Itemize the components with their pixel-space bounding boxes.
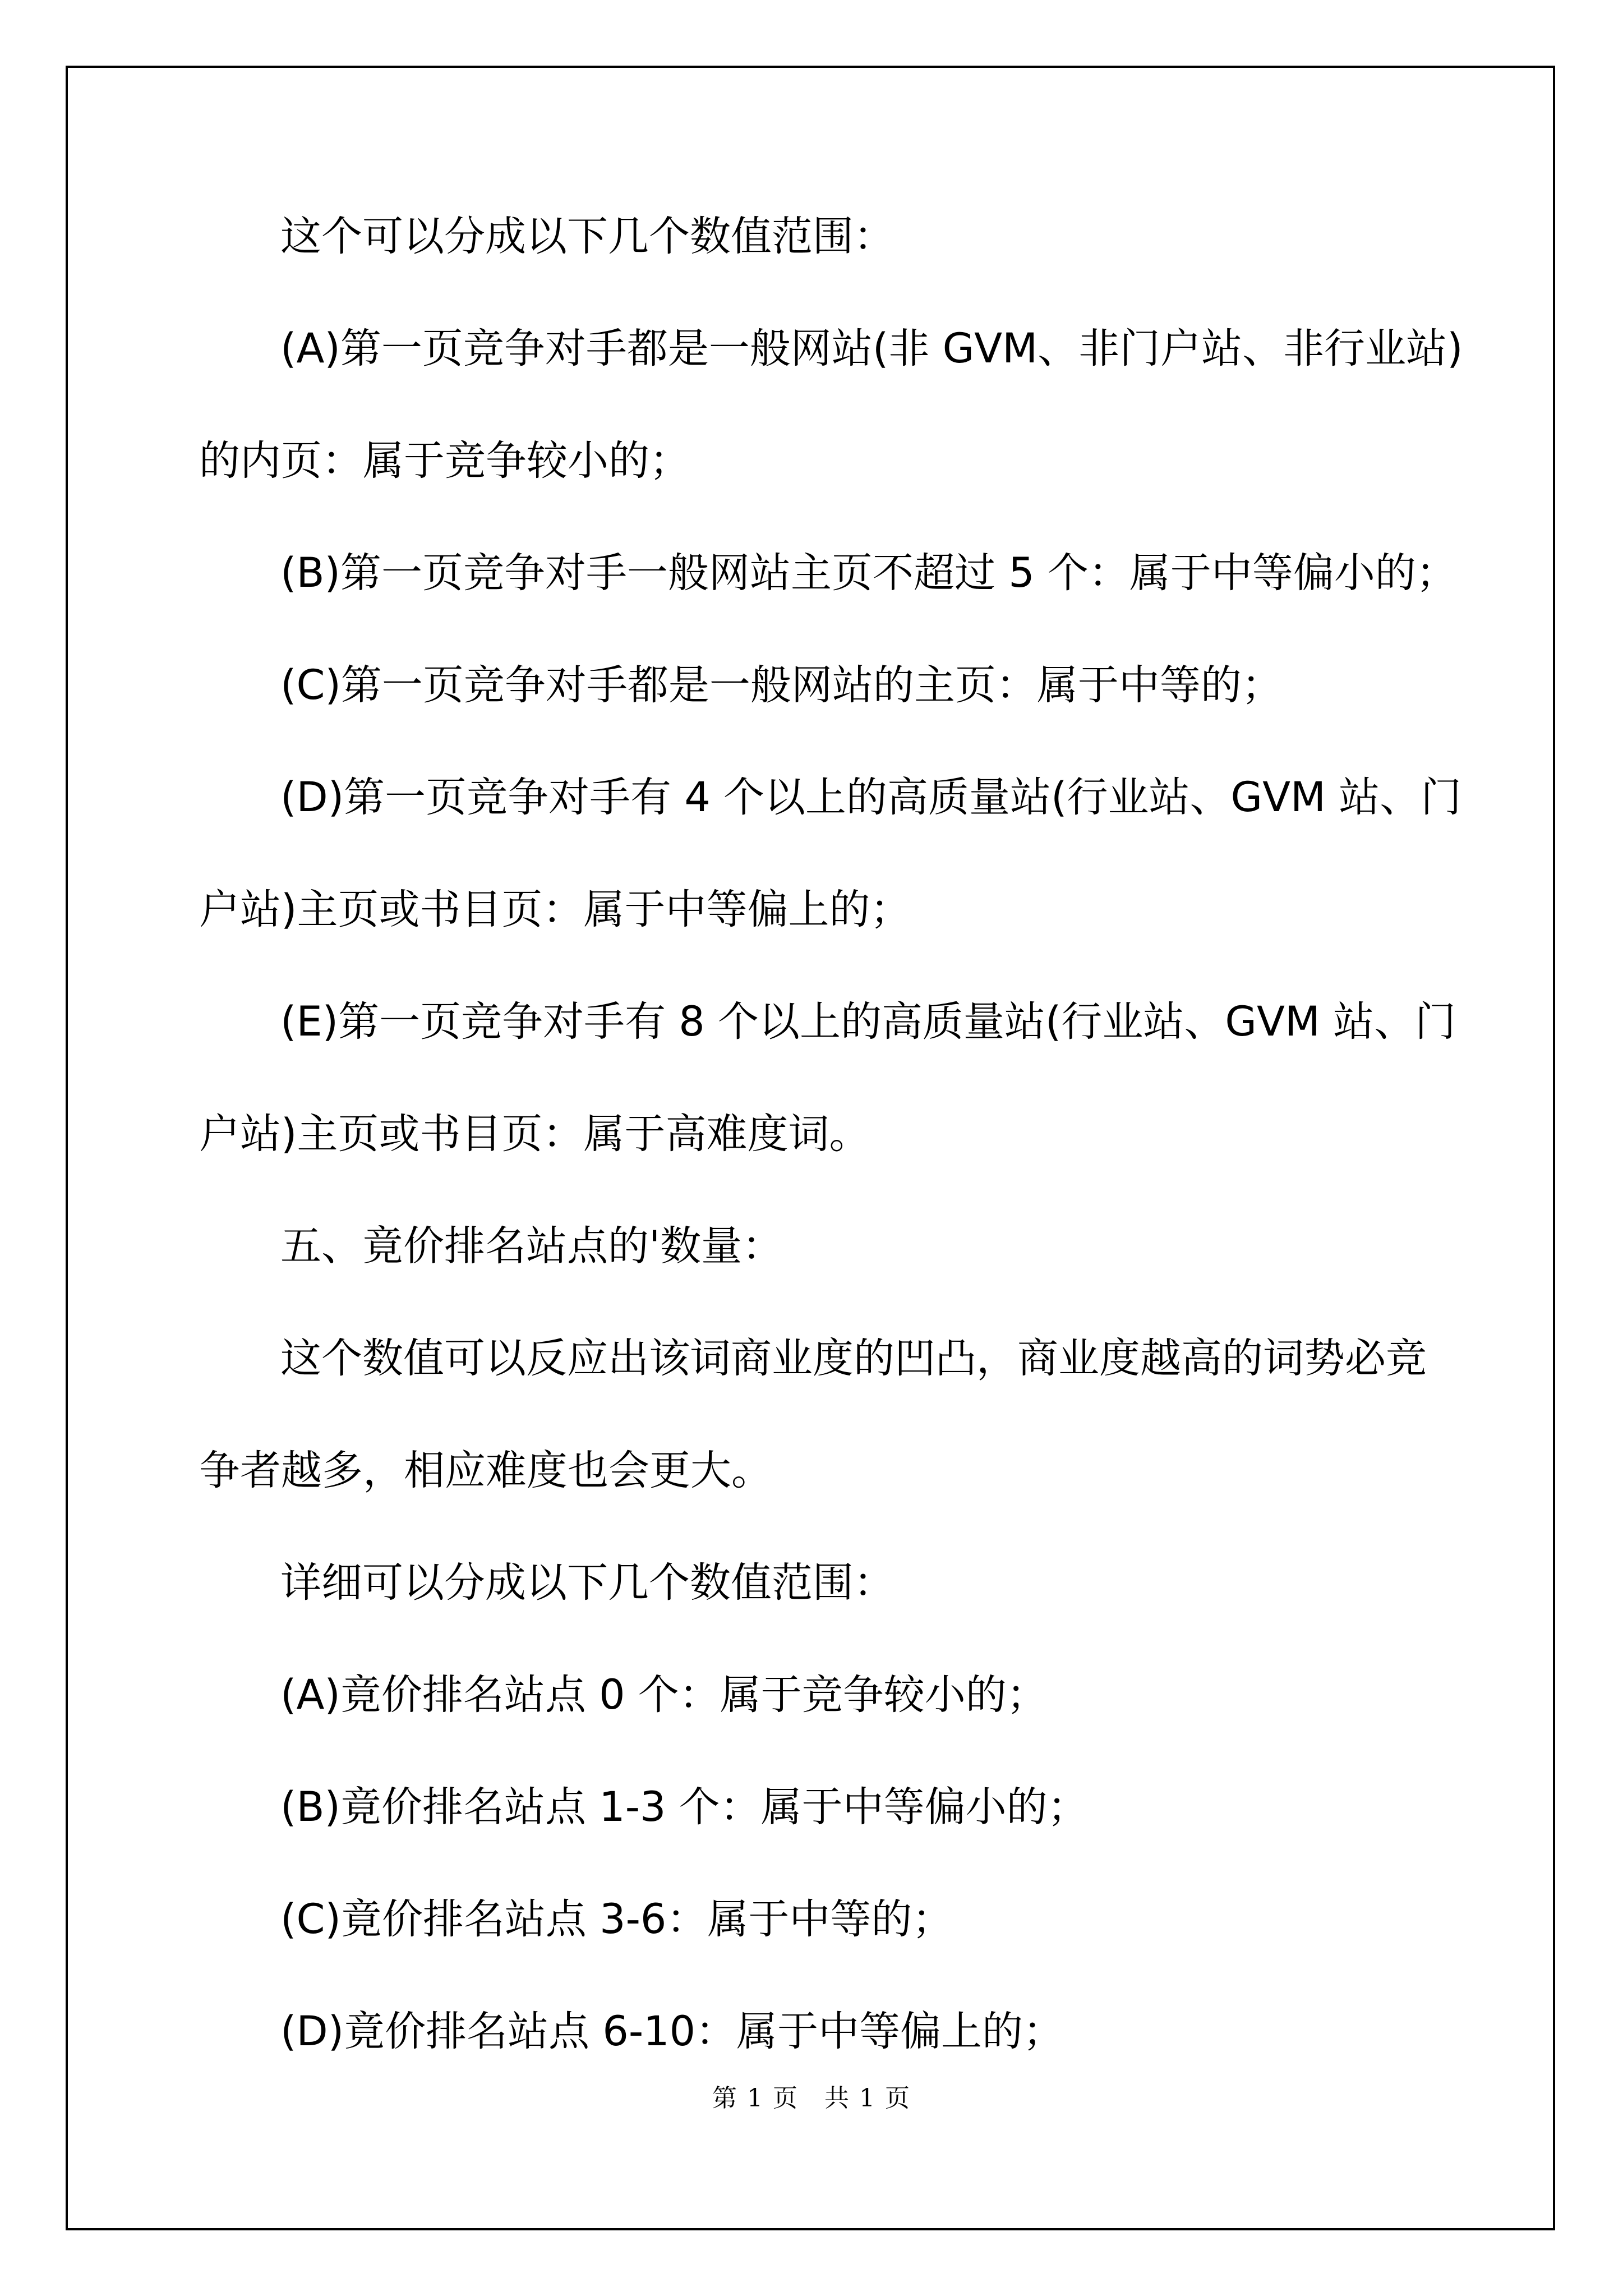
paragraph-line: (C)竟价排名站点 3-6：属于中等的； [280, 1895, 953, 1943]
paragraph-line: 这个可以分成以下几个数值范围： [280, 213, 895, 260]
paragraph-line: (B)第一页竞争对手一般网站主页不超过 5 个：属于中等偏小的； [280, 549, 1457, 597]
paragraph-line: (E)第一页竞争对手有 8 个以上的高质量站(行业站、GVM 站、门 [280, 998, 1456, 1046]
paragraph-line: (D)第一页竞争对手有 4 个以上的高质量站(行业站、GVM 站、门 [280, 774, 1462, 821]
paragraph-line: 争者越多，相应难度也会更大。 [199, 1447, 772, 1494]
paragraph-line: 的内页：属于竞争较小的； [199, 437, 690, 485]
paragraph-line: 这个数值可以反应出该词商业度的凹凸，商业度越高的词势必竞 [280, 1335, 1427, 1382]
paragraph-line: (C)第一页竞争对手都是一般网站的主页：属于中等的； [280, 661, 1283, 709]
paragraph-line: (B)竟价排名站点 1-3 个：属于中等偏小的； [280, 1783, 1089, 1831]
paragraph-line: 详细可以分成以下几个数值范围： [280, 1559, 895, 1607]
paragraph-line: (A)竟价排名站点 0 个：属于竞争较小的； [280, 1671, 1048, 1719]
paragraph-line: 户站)主页或书目页：属于高难度词。 [199, 1110, 870, 1158]
section-heading: 五、竟价排名站点的'数量： [280, 1222, 783, 1270]
paragraph-line: (A)第一页竞争对手都是一般网站(非 GVM、非门户站、非行业站) [280, 325, 1463, 372]
page-number-footer: 第 1 页 共 1 页 [712, 2084, 911, 2113]
paragraph-line: (D)竟价排名站点 6-10：属于中等偏上的； [280, 2008, 1064, 2055]
paragraph-line: 户站)主页或书目页：属于中等偏上的； [199, 886, 911, 933]
